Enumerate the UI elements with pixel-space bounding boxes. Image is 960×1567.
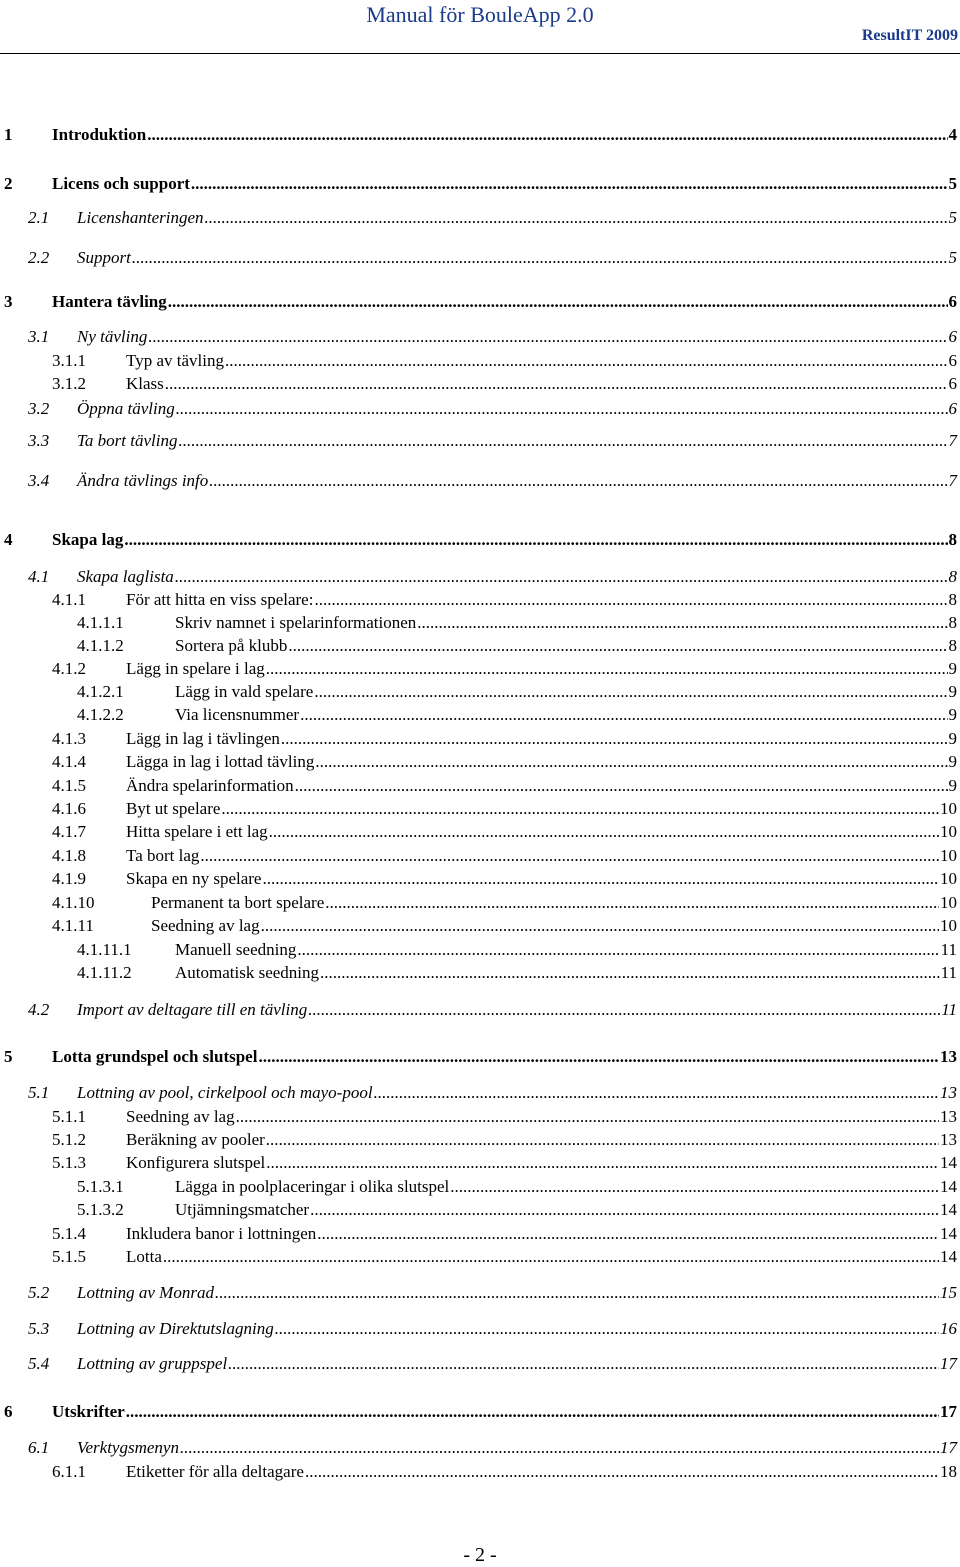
toc-entry-page: 6 xyxy=(948,399,957,418)
toc-dot-leader xyxy=(269,821,939,843)
toc-entry[interactable] xyxy=(77,635,957,657)
toc-entry-page: 9 xyxy=(948,659,957,678)
toc-entry-page: 14 xyxy=(940,1177,957,1196)
toc-dot-leader xyxy=(168,291,948,313)
toc-dot-leader xyxy=(288,635,947,657)
toc-entry[interactable] xyxy=(52,658,957,680)
toc-entry-page: 9 xyxy=(948,705,957,724)
toc-entry[interactable] xyxy=(28,1082,957,1104)
toc-entry-title: Lottning av gruppspel xyxy=(77,1354,228,1373)
toc-entry-page: 11 xyxy=(941,1000,957,1019)
toc-entry-title: Skapa lag xyxy=(52,530,124,549)
toc-dot-leader xyxy=(180,1437,939,1459)
toc-entry-page: 10 xyxy=(940,869,957,888)
toc-entry[interactable] xyxy=(52,589,957,611)
toc-entry[interactable] xyxy=(52,798,957,820)
toc-entry-number: 5.1.2 xyxy=(52,1130,86,1149)
toc-entry-title: Introduktion xyxy=(52,125,147,144)
toc-dot-leader xyxy=(374,1082,939,1104)
toc-entry-number: 6.1 xyxy=(28,1438,50,1457)
toc-entry[interactable] xyxy=(52,1246,957,1268)
toc-entry-page: 16 xyxy=(940,1319,957,1338)
toc-dot-leader xyxy=(175,566,948,588)
toc-entry-number: 4.2 xyxy=(28,1000,50,1019)
toc-entry-title: Öppna tävling xyxy=(77,399,175,418)
toc-dot-leader xyxy=(191,173,948,195)
toc-entry-number: 1 xyxy=(4,125,13,144)
toc-entry-title: Import av deltagare till en tävling xyxy=(77,1000,308,1019)
toc-entry-page: 8 xyxy=(948,636,957,655)
toc-entry-number: 4.1.1.2 xyxy=(77,636,124,655)
toc-entry-page: 14 xyxy=(940,1200,957,1219)
toc-dot-leader xyxy=(317,1223,939,1245)
toc-entry[interactable] xyxy=(77,681,957,703)
toc-entry-number: 2.1 xyxy=(28,208,50,227)
toc-entry-number: 3.3 xyxy=(28,431,50,450)
toc-entry-page: 9 xyxy=(948,776,957,795)
toc-entry-title: Licens och support xyxy=(52,174,190,193)
toc-entry-page: 18 xyxy=(940,1462,957,1481)
toc-dot-leader xyxy=(308,999,940,1021)
toc-entry[interactable] xyxy=(77,612,957,634)
toc-entry-page: 10 xyxy=(940,893,957,912)
toc-entry-page: 6 xyxy=(948,374,957,393)
toc-entry-number: 5.3 xyxy=(28,1319,50,1338)
toc-entry[interactable] xyxy=(4,1401,957,1423)
toc-dot-leader xyxy=(200,845,939,867)
toc-entry-title: Lottning av Direktutslagning xyxy=(77,1319,274,1338)
toc-entry-number: 4.1.2 xyxy=(52,659,86,678)
toc-entry-title: Utskrifter xyxy=(52,1402,125,1421)
toc-entry[interactable] xyxy=(52,728,957,750)
toc-dot-leader xyxy=(261,915,939,937)
toc-dot-leader xyxy=(450,1176,939,1198)
toc-entry-number: 3.1.1 xyxy=(52,351,86,370)
toc-entry-title: Inkludera banor i lottningen xyxy=(126,1224,317,1243)
toc-dot-leader xyxy=(148,326,947,348)
toc-dot-leader xyxy=(258,1046,939,1068)
toc-dot-leader xyxy=(266,1129,939,1151)
toc-entry-title: Lägga in poolplaceringar i olika slutspel xyxy=(175,1177,450,1196)
toc-entry[interactable] xyxy=(52,1461,957,1483)
toc-entry[interactable] xyxy=(77,962,957,984)
toc-entry-number: 4.1.4 xyxy=(52,752,86,771)
toc-entry-title: Klass xyxy=(126,374,164,393)
toc-entry[interactable] xyxy=(52,1152,957,1174)
toc-entry[interactable] xyxy=(52,751,957,773)
toc-dot-leader xyxy=(147,124,947,146)
toc-entry-number: 5.4 xyxy=(28,1354,50,1373)
toc-entry-page: 13 xyxy=(940,1130,957,1149)
toc-entry-number: 3.1 xyxy=(28,327,50,346)
toc-entry-number: 5.1.3.1 xyxy=(77,1177,124,1196)
toc-entry-page: 6 xyxy=(948,327,957,346)
toc-entry-title: Etiketter för alla deltagare xyxy=(126,1462,304,1481)
toc-entry[interactable] xyxy=(4,124,957,146)
page-header xyxy=(0,0,960,60)
toc-entry-page: 4 xyxy=(948,125,957,144)
toc-entry[interactable] xyxy=(28,470,957,492)
toc-entry-title: Ändra spelarinformation xyxy=(126,776,294,795)
toc-entry-page: 14 xyxy=(940,1224,957,1243)
document-title: Manual för BouleApp 2.0 xyxy=(366,2,594,27)
toc-entry-page: 17 xyxy=(940,1354,957,1373)
toc-entry-title: Skriv namnet i spelarinformationen xyxy=(175,613,417,632)
toc-entry-title: Typ av tävling xyxy=(126,351,224,370)
toc-entry-page: 6 xyxy=(948,292,957,311)
toc-entry-page: 14 xyxy=(940,1153,957,1172)
toc-entry-number: 2.2 xyxy=(28,248,50,267)
toc-entry-page: 8 xyxy=(948,567,957,586)
toc-entry-title: Skapa en ny spelare xyxy=(126,869,262,888)
toc-entry-title: Hitta spelare i ett lag xyxy=(126,822,268,841)
toc-entry-page: 7 xyxy=(948,471,957,490)
toc-dot-leader xyxy=(300,704,947,726)
toc-entry-title: Ta bort tävling xyxy=(77,431,178,450)
toc-entry-page: 8 xyxy=(948,613,957,632)
toc-entry-title: Support xyxy=(77,248,131,267)
toc-entry-number: 4.1.11.2 xyxy=(77,963,132,982)
toc-entry-number: 5.1.4 xyxy=(52,1224,86,1243)
toc-entry-number: 4.1.3 xyxy=(52,729,86,748)
toc-dot-leader xyxy=(295,775,948,797)
toc-dot-leader xyxy=(176,398,948,420)
toc-entry-title: Manuell seedning xyxy=(175,940,297,959)
toc-entry-title: Ny tävling xyxy=(77,327,148,346)
toc-entry-title: Seedning av lag xyxy=(126,1107,235,1126)
toc-entry-number: 6.1.1 xyxy=(52,1462,86,1481)
toc-entry-page: 8 xyxy=(948,590,957,609)
toc-dot-leader xyxy=(266,658,948,680)
toc-entry-title: Hantera tävling xyxy=(52,292,167,311)
toc-entry-number: 4.1.11.1 xyxy=(77,940,132,959)
toc-dot-leader xyxy=(417,612,947,634)
toc-entry-title: Ta bort lag xyxy=(126,846,200,865)
toc-dot-leader xyxy=(262,868,939,890)
toc-entry[interactable] xyxy=(52,892,957,914)
toc-entry[interactable] xyxy=(52,1223,957,1245)
toc-entry[interactable] xyxy=(28,999,957,1021)
toc-entry-page: 14 xyxy=(940,1247,957,1266)
toc-entry[interactable] xyxy=(52,868,957,890)
toc-entry-number: 4.1.11 xyxy=(52,916,94,935)
toc-entry-title: Beräkning av pooler xyxy=(126,1130,265,1149)
toc-entry-number: 3.1.2 xyxy=(52,374,86,393)
toc-entry[interactable] xyxy=(52,1106,957,1128)
toc-dot-leader xyxy=(225,350,948,372)
toc-dot-leader xyxy=(236,1106,939,1128)
toc-entry-page: 9 xyxy=(948,752,957,771)
toc-entry[interactable] xyxy=(77,939,957,961)
toc-entry[interactable] xyxy=(4,173,957,195)
toc-entry-number: 5.1 xyxy=(28,1083,50,1102)
toc-entry[interactable] xyxy=(28,207,957,229)
toc-dot-leader xyxy=(297,939,939,961)
toc-entry-page: 8 xyxy=(948,530,957,549)
toc-entry-title: Sortera på klubb xyxy=(175,636,288,655)
toc-entry-number: 4.1.10 xyxy=(52,893,95,912)
toc-entry-title: Automatisk seedning xyxy=(175,963,320,982)
toc-entry-page: 7 xyxy=(948,431,957,450)
toc-dot-leader xyxy=(310,1199,939,1221)
toc-entry[interactable] xyxy=(28,430,957,452)
toc-entry-number: 2 xyxy=(4,174,13,193)
toc-entry-page: 5 xyxy=(948,248,957,267)
toc-entry-title: Via licensnummer xyxy=(175,705,300,724)
toc-entry-page: 10 xyxy=(940,916,957,935)
toc-entry[interactable] xyxy=(4,291,957,313)
toc-entry-page: 10 xyxy=(940,846,957,865)
toc-entry[interactable] xyxy=(52,821,957,843)
page-number: - 2 - xyxy=(463,1544,497,1566)
toc-dot-leader xyxy=(205,207,948,229)
toc-entry[interactable] xyxy=(28,398,957,420)
toc-dot-leader xyxy=(126,1401,939,1423)
toc-entry-number: 5.1.3.2 xyxy=(77,1200,124,1219)
toc-entry-title: Konfigurera slutspel xyxy=(126,1153,266,1172)
toc-dot-leader xyxy=(228,1353,939,1375)
toc-entry-number: 4.1.7 xyxy=(52,822,86,841)
toc-dot-leader xyxy=(163,1246,939,1268)
toc-entry-page: 10 xyxy=(940,799,957,818)
toc-dot-leader xyxy=(178,430,947,452)
toc-entry-number: 3.4 xyxy=(28,471,50,490)
toc-entry-page: 9 xyxy=(948,729,957,748)
toc-entry-number: 4.1.2.1 xyxy=(77,682,124,701)
toc-entry-number: 4.1.2.2 xyxy=(77,705,124,724)
toc-entry[interactable] xyxy=(28,247,957,269)
toc-entry-number: 5 xyxy=(4,1047,13,1066)
toc-dot-leader xyxy=(275,1318,939,1340)
toc-entry-number: 4.1.1 xyxy=(52,590,86,609)
toc-entry-number: 4.1.1.1 xyxy=(77,613,124,632)
toc-entry-page: 11 xyxy=(940,940,957,959)
toc-entry-title: Lägg in lag i tävlingen xyxy=(126,729,280,748)
toc-entry-page: 6 xyxy=(948,351,957,370)
toc-entry-page: 13 xyxy=(940,1083,957,1102)
toc-entry-number: 4.1.6 xyxy=(52,799,86,818)
toc-entry-title: Licenshanteringen xyxy=(77,208,204,227)
toc-entry[interactable] xyxy=(28,1282,957,1304)
toc-entry-page: 17 xyxy=(940,1402,957,1421)
toc-entry-page: 11 xyxy=(940,963,957,982)
toc-dot-leader xyxy=(325,892,939,914)
toc-entry[interactable] xyxy=(52,915,957,937)
toc-entry-number: 3.2 xyxy=(28,399,50,418)
toc-entry-title: Byt ut spelare xyxy=(126,799,221,818)
toc-dot-leader xyxy=(124,529,947,551)
toc-dot-leader xyxy=(165,373,948,395)
toc-entry-number: 5.2 xyxy=(28,1283,50,1302)
toc-entry-number: 6 xyxy=(4,1402,13,1421)
toc-entry-title: Lägga in lag i lottad tävling xyxy=(126,752,315,771)
toc-entry-page: 15 xyxy=(940,1283,957,1302)
toc-entry[interactable] xyxy=(4,1046,957,1068)
header-divider xyxy=(0,53,960,54)
toc-entry-number: 5.1.1 xyxy=(52,1107,86,1126)
toc-dot-leader xyxy=(209,470,947,492)
toc-dot-leader xyxy=(215,1282,939,1304)
toc-dot-leader xyxy=(266,1152,939,1174)
toc-dot-leader xyxy=(314,681,947,703)
toc-entry[interactable] xyxy=(52,775,957,797)
toc-dot-leader xyxy=(315,751,947,773)
toc-entry[interactable] xyxy=(52,845,957,867)
toc-entry-page: 9 xyxy=(948,682,957,701)
toc-entry-title: Ändra tävlings info xyxy=(77,471,209,490)
toc-entry-title: Lottning av pool, cirkelpool och mayo-pool xyxy=(77,1083,373,1102)
toc-entry-title: Lägg in vald spelare xyxy=(175,682,314,701)
toc-entry[interactable] xyxy=(4,529,957,551)
toc-entry-title: För att hitta en viss spelare: xyxy=(126,590,314,609)
toc-entry-number: 4.1 xyxy=(28,567,50,586)
toc-dot-leader xyxy=(221,798,939,820)
toc-entry-title: Seedning av lag xyxy=(151,916,260,935)
toc-entry-title: Permanent ta bort spelare xyxy=(151,893,325,912)
toc-entry-title: Skapa laglista xyxy=(77,567,174,586)
toc-entry-page: 13 xyxy=(940,1047,957,1066)
toc-entry-title: Lottning av Monrad xyxy=(77,1283,214,1302)
toc-dot-leader xyxy=(132,247,948,269)
toc-entry-title: Lotta grundspel och slutspel xyxy=(52,1047,258,1066)
toc-entry[interactable] xyxy=(28,1353,957,1375)
toc-entry[interactable] xyxy=(28,1437,957,1459)
toc-entry-title: Lotta xyxy=(126,1247,162,1266)
toc-entry[interactable] xyxy=(52,373,957,395)
toc-dot-leader xyxy=(305,1461,939,1483)
toc-entry-number: 4.1.8 xyxy=(52,846,86,865)
toc-entry-title: Verktygsmenyn xyxy=(77,1438,179,1457)
toc-entry-number: 4 xyxy=(4,530,13,549)
toc-entry[interactable] xyxy=(28,326,957,348)
toc-entry[interactable] xyxy=(77,1176,957,1198)
toc-entry-number: 5.1.3 xyxy=(52,1153,86,1172)
toc-entry[interactable] xyxy=(28,1318,957,1340)
toc-entry-page: 5 xyxy=(948,174,957,193)
toc-entry[interactable] xyxy=(52,1129,957,1151)
header-company-year: ResultIT 2009 xyxy=(861,27,958,44)
toc-entry-title: Lägg in spelare i lag xyxy=(126,659,265,678)
toc-entry-page: 10 xyxy=(940,822,957,841)
toc-entry[interactable] xyxy=(77,1199,957,1221)
toc-entry-number: 4.1.5 xyxy=(52,776,86,795)
toc-dot-leader xyxy=(281,728,948,750)
toc-entry[interactable] xyxy=(52,350,957,372)
toc-entry[interactable] xyxy=(28,566,957,588)
toc-entry-page: 13 xyxy=(940,1107,957,1126)
toc-entry-title: Utjämningsmatcher xyxy=(175,1200,310,1219)
toc-entry-number: 4.1.9 xyxy=(52,869,86,888)
toc-entry-number: 3 xyxy=(4,292,13,311)
toc-entry[interactable] xyxy=(77,704,957,726)
toc-entry-number: 5.1.5 xyxy=(52,1247,86,1266)
toc-dot-leader xyxy=(320,962,940,984)
toc-dot-leader xyxy=(314,589,947,611)
toc-entry-page: 5 xyxy=(948,208,957,227)
toc-entry-page: 17 xyxy=(940,1438,957,1457)
